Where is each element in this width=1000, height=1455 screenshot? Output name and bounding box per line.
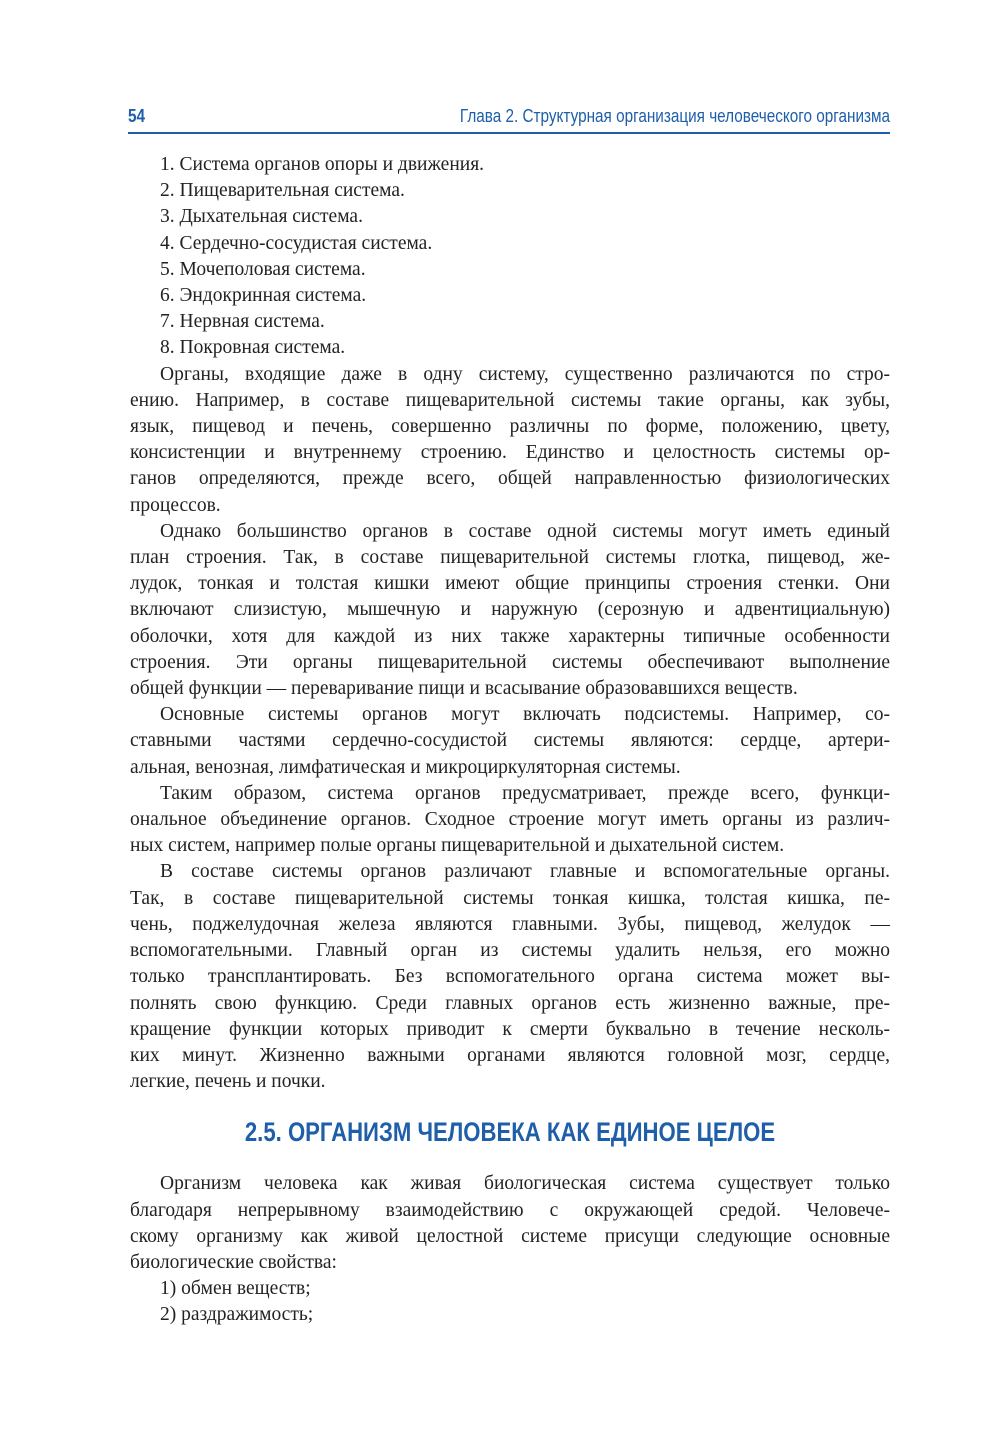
paragraph-line: легкие, печень и почки. [130, 1071, 326, 1093]
list-item: 3. Дыхательная система. [160, 206, 363, 228]
paragraph-line: включают слизистую, мышечную и наружную (серозную и адвентициальную) [130, 599, 890, 621]
paragraph-line: ению. Например, в составе пищеварительной системы такие органы, как зубы, [130, 389, 890, 411]
running-header [128, 104, 890, 134]
paragraph-line: ких минут. Жизненно важными органами являются головной мозг, сердце, [130, 1044, 890, 1066]
paragraph-line: альная, венозная, лимфатическая и микроциркуляторная системы. [130, 756, 681, 778]
paragraph-line: ставными частями сердечно-сосудистой системы являются: сердце, артери- [130, 730, 890, 752]
paragraph-line: Таким образом, система органов предусматривает, прежде всего, функци- [160, 782, 890, 804]
paragraph-line: ональное объединение органов. Сходное строение могут иметь органы из различ- [130, 809, 890, 831]
paragraph-line: план строения. Так, в составе пищеварительной системы глотка, пищевод, же- [130, 547, 890, 569]
paragraph-line: ных систем, например полые органы пищеварительной и дыхательной систем. [130, 835, 785, 857]
paragraph-line: Органы, входящие даже в одну систему, существенно различаются по стро- [160, 363, 890, 385]
chapter-title: Глава 2. Структурная организация человеческого организма [459, 106, 890, 126]
paragraph-line: биологические свойства: [130, 1251, 337, 1273]
list-item: 2) раздражимость; [160, 1304, 314, 1326]
list-item: 6. Эндокринная система. [160, 285, 367, 307]
list-item: 2. Пищеварительная система. [160, 180, 405, 202]
paragraph-line: Организм человека как живая биологическая система существует только [160, 1173, 890, 1195]
paragraph-line: вспомогательными. Главный орган из системы удалить нельзя, его можно [130, 940, 890, 962]
list-item: 1. Система органов опоры и движения. [160, 154, 485, 175]
paragraph-line: ганов определяются, прежде всего, общей направленностью физиологических [130, 468, 890, 490]
list-item: 8. Покровная система. [160, 337, 346, 359]
list-item: 7. Нервная система. [160, 311, 325, 333]
list-item: 5. Мочеполовая система. [160, 258, 366, 280]
paragraph-line: только трансплантировать. Без вспомогательного органа система может вы- [130, 966, 890, 988]
paragraph-line: процессов. [130, 494, 221, 516]
paragraph-line: В составе системы органов различают главные и вспомогательные органы. [160, 861, 890, 883]
paragraph-line: Однако большинство органов в составе одной системы могут иметь единый [160, 520, 890, 542]
section-heading: 2.5. ОРГАНИЗМ ЧЕЛОВЕКА КАК ЕДИНОЕ ЦЕЛОЕ [244, 1117, 776, 1148]
paragraph-line: скому организму как живой целостной системе присущи следующие основные [130, 1225, 890, 1247]
paragraph-line: Так, в составе пищеварительной системы тонкая кишка, толстая кишка, пе- [130, 887, 890, 909]
paragraph-line: оболочки, хотя для каждой из них также характерны типичные особенности [130, 625, 890, 647]
list-item: 4. Сердечно-сосудистая система. [160, 232, 433, 254]
paragraph-line: консистенции и внутреннему строению. Единство и целостность системы ор- [130, 442, 890, 464]
paragraph-line: строения. Эти органы пищеварительной системы обеспечивают выполнение [130, 651, 890, 673]
page-number: 54 [128, 106, 146, 126]
paragraph-line: лудок, тонкая и толстая кишки имеют общие принципы строения стенки. Они [130, 573, 890, 595]
paragraph-line: кращение функции которых приводит к смерти буквально в течение несколь- [130, 1018, 890, 1040]
body-text [130, 152, 890, 1329]
paragraph-line: чень, поджелудочная железа являются главными. Зубы, пищевод, желудок — [130, 913, 890, 935]
paragraph-line: Основные системы органов могут включать подсистемы. Например, со- [160, 704, 890, 726]
paragraph-line: общей функции — переваривание пищи и всасывание образовавшихся веществ. [130, 678, 798, 700]
list-item: 1) обмен веществ; [160, 1278, 311, 1300]
paragraph-line: благодаря непрерывному взаимодействию с окружающей средой. Человече- [130, 1199, 890, 1221]
paragraph-line: полнять свою функцию. Среди главных органов есть жизненно важные, пре- [130, 992, 890, 1014]
paragraph-line: язык, пищевод и печень, совершенно различны по форме, положению, цвету, [130, 416, 890, 438]
